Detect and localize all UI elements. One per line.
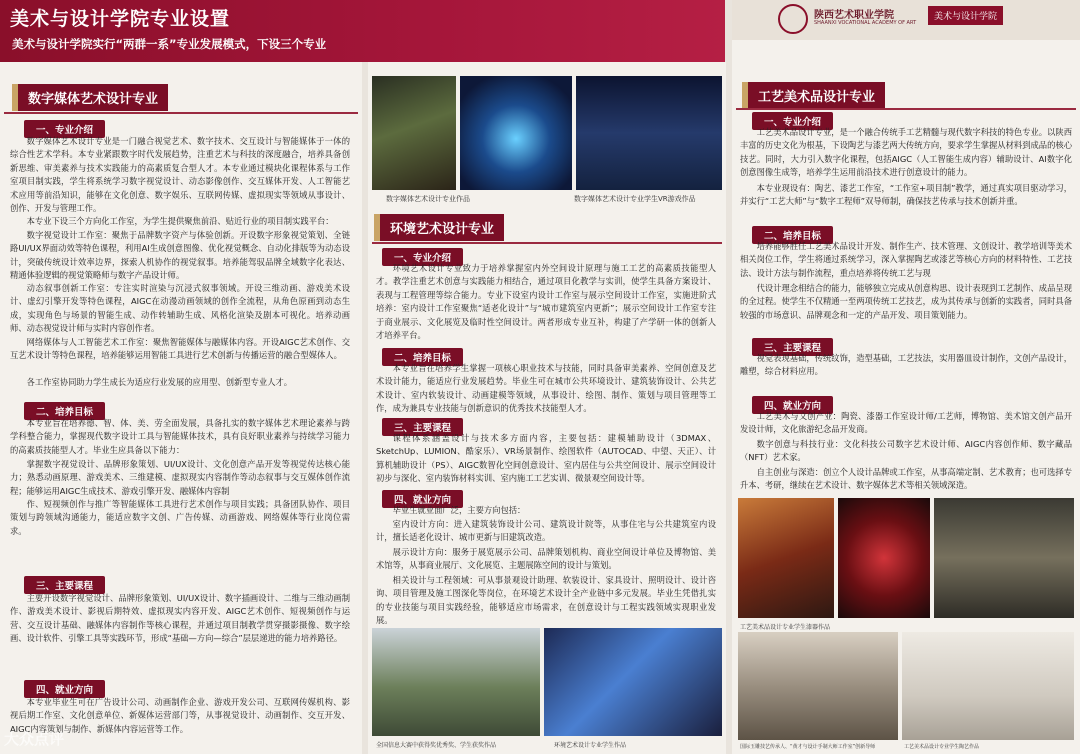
craft-course-text: 视觉表现基础，传统纹饰，造型基础，工艺技法，实用器皿设计制作，文创产品设计，雕塑，综合材料应用。 bbox=[740, 353, 1072, 377]
craft-intro-text: 工艺美术品设计专业，是一个融合传统手工艺精髓与现代数字科技的特色专业。以陕西丰富的历史文化为根基，下设陶艺与漆艺两大传统方向，要求学生掌握从材料到成品的核心技艺。同时，大力引入数字化课程，包括AIGC（人工智能生成内容）辅助设计、AI数字化创意图像生成等，培养学生运用前沿技术进行创意设计的能力。 bbox=[740, 127, 1072, 178]
env-job-text-1: 室内设计方向：进入建筑装饰设计公司、建筑设计院等，从事住宅与公共建筑室内设计，擅长适老化设计、城市更新与旧建筑改造。 bbox=[376, 519, 716, 543]
digital-job-text: 本专业毕业生可在广告设计公司、动画制作企业、游戏开发公司、互联网传媒机构、影视后期工作室、文化创意单位、新媒体运营部门等，从事视觉设计、动画制作、交互开发、AIGC内容策划与制作、新媒体内容运营等工作。 bbox=[10, 697, 350, 734]
artwork-image bbox=[460, 76, 572, 190]
env-intro-badge: 一、专业介绍 bbox=[382, 248, 463, 266]
column-digital bbox=[0, 62, 362, 754]
digital-workshop-1: 数字视觉设计工作室：聚焦于品牌数字资产与体验创新。开设数字形象视觉策划、全链路UI/UX界面动效等特色课程，利用AI生成创意图像、优化视觉概念、自动化排版等为动态设计，突破传统设计效率边界，探索人机协作的视觉叙事。培养能驾驭品牌全域数字化表达、精通体验逻辑的视觉策略师与数字产品设计师。 bbox=[10, 230, 350, 281]
craft-goal-text: 培养能够胜任工艺美术品设计开发、制作生产、技术管理、文创设计、教学培训等美术相关岗位工作，学生将通过系统学习，深入掌握陶艺或漆艺等核心方向的材料特性、工艺技法、设计方法与制作流程，重点培养将传统工艺与现 bbox=[740, 241, 1072, 278]
watermark: 大众点评 bbox=[4, 730, 65, 748]
school-logo-text: 陕西艺术职业学院 bbox=[814, 10, 894, 21]
page-header bbox=[0, 0, 725, 62]
env-job-intro: 毕业生就业面广泛，主要方向包括： bbox=[392, 505, 526, 515]
student-work-image bbox=[544, 628, 722, 736]
digital-goal-text-3: 作、短视频创作与推广等智能媒体工具进行艺术创作与项目实践；具备团队协作、项目策划与跨领域沟通能力，能适应数字文创、广告传媒、动画游戏、网络媒体等行业岗位需求。 bbox=[10, 499, 350, 536]
digital-intro-text-2: 本专业下设三个方向化工作室，为学生提供聚焦前沿、贴近行业的项目制实践平台： bbox=[26, 216, 334, 226]
divider bbox=[372, 242, 722, 244]
craft-job-badge: 四、就业方向 bbox=[752, 396, 833, 414]
env-course-text: 课程体系涵盖设计与技术多方面内容，主要包括：建模辅助设计（3DMAX、SketchUp、LUMION、酷家乐）、VR场景制作、绘图软件（AUTOCAD、中望、天正）、计算机辅助设计（PS）、AIGC数智化空间创意设计、室内居住与公共空间设计、展示空间设计初步与深化、室内装饰材料实训、室内施工工艺实训、微景观空间设计等。 bbox=[376, 433, 716, 484]
page-title: 美术与设计学院专业设置 bbox=[10, 8, 231, 30]
digital-intro-badge: 一、专业介绍 bbox=[24, 120, 105, 138]
image-caption: 工艺美术品设计专业学生漆器作品 bbox=[740, 624, 831, 631]
image-caption: 环境艺术设计专业学生作品 bbox=[554, 742, 627, 749]
lacquer-artwork-image bbox=[738, 498, 834, 618]
craft-job-text-3: 自主创业与深造：创立个人设计品牌或工作室，从事高端定制、艺术教育；也可选择专升本、考研，继续在艺术设计、数字媒体艺术等相关领域深造。 bbox=[740, 467, 1072, 491]
image-caption: 数字媒体艺术设计专业学生VR游戏作品 bbox=[574, 195, 696, 203]
digital-goal-text-2: 掌握数字视觉设计、品牌形象策划、UI/UX设计、文化创意产品开发等视觉传达核心能力；熟悉动画原理、游戏美术、三维建模、虚拟现实内容制作等动态叙事与交互媒体创作流程；能够运用AIGC生成技术、游戏引擎开发、融媒体内容制 bbox=[10, 459, 350, 496]
divider bbox=[4, 112, 358, 114]
image-caption: 国际玉雕技艺传承人、“黄才与设计手制大师工作室”创新导师 bbox=[740, 744, 876, 750]
digital-section-title: 数字媒体艺术设计专业 bbox=[12, 84, 168, 111]
env-job-badge: 四、就业方向 bbox=[382, 490, 463, 508]
image-caption: 工艺美术品设计专业学生陶艺作品 bbox=[904, 744, 980, 750]
school-logo-en: SHAANXI VOCATIONAL ACADEMY OF ART bbox=[814, 20, 917, 26]
college-logo: 美术与设计学院 bbox=[928, 6, 1003, 25]
digital-job-badge: 四、就业方向 bbox=[24, 680, 105, 698]
page-subtitle: 美术与设计学院实行“两群一系”专业发展模式，下设三个专业 bbox=[12, 37, 327, 51]
digital-goal-text: 本专业旨在培养德、智、体、美、劳全面发展，具备扎实的数字媒体艺术理论素养与跨学科整合能力，掌握现代数字设计工具与智能媒体技术，具有良好职业素养与持续学习能力的高素质技能型人才。毕业生应具备以下能力： bbox=[10, 418, 350, 455]
env-job-text-3: 相关设计与工程领域：可从事景观设计助理、软装设计、家具设计、照明设计、设计咨询、项目管理及施工图深化等岗位，在环境艺术设计全产业链中多元发展。毕业生凭借扎实的专业技能与项目实践经验，能够适应市场需求，在创意设计与工程实践领域实现职业发展。 bbox=[376, 575, 716, 626]
ceramic-artwork-image bbox=[902, 632, 1074, 740]
digital-intro-text: 数字媒体艺术设计专业是一门融合视觉艺术、数字技术、交互设计与智能媒体于一体的综合性艺术学科。本专业紧跟数字时代发展趋势，注重艺术与科技的深度融合，培养具备创新思维、审美素养与技术实践能力的高素质复合型人才。本专业通过模块化课程体系与工作室项目制实践，学生将系统学习数字视觉设计、动态影像创作、交互媒体开发、人工智能艺术应用等前沿知识，能够在文化创意、数字娱乐、互联网传媒、虚拟现实等领域从事设计、创作、开发与管理工作。 bbox=[10, 136, 350, 214]
env-course-badge: 三、主要课程 bbox=[382, 418, 463, 436]
artwork-image bbox=[372, 76, 456, 190]
env-intro-text: 环境艺术设计专业致力于培养掌握室内外空间设计原理与施工工艺的高素质技能型人才。教学注重艺术创意与实践能力相结合，通过项目化教学与实训，使学生具备方案设计、表现与工程管理等综合能力。专业下设室内设计工作室与展示空间设计工作室，实施进阶式培养：室内设计工作室聚焦“适老化设计”与“城市建筑室内更新”；展示空间设计工作室专注于商业展示、文化展览及临时性空间设计。两者形成专业互补，构建了产学研一体的创新人才培养平台。 bbox=[376, 263, 716, 341]
craft-job-text-2: 数字创意与科技行业：文化科技公司数字艺术设计师、AIGC内容创作师、数字藏品（NFT）艺术家。 bbox=[740, 439, 1072, 463]
craft-intro-text-2: 本专业现设有：陶艺、漆艺工作室，“工作室+项目制”教学，通过真实项目驱动学习，并实行“工艺大师”与“数字工程师”双导师制，确保技艺传承与技术创新并重。 bbox=[740, 183, 1072, 207]
env-goal-text: 本专业旨在培养学生掌握一项核心职业技术与技能，同时具备审美素养、空间创意及艺术设计能力，能适应行业发展趋势。毕业生可在城市公共环境设计、建筑装饰设计、公共艺术设计、室内软装设计、动画建模等领域，从事设计、绘图、制作、策划与项目管理等工作，成为兼具专业技能与创新意识的优秀技术技能型人才。 bbox=[376, 363, 716, 414]
craft-goal-badge: 二、培养目标 bbox=[752, 226, 833, 244]
divider bbox=[736, 108, 1076, 110]
craft-course-badge: 三、主要课程 bbox=[752, 338, 833, 356]
craft-section-title: 工艺美术品设计专业 bbox=[742, 82, 885, 109]
award-photo bbox=[372, 628, 540, 736]
mentor-photo bbox=[738, 632, 898, 740]
env-goal-badge: 二、培养目标 bbox=[382, 348, 463, 366]
vr-game-image bbox=[576, 76, 722, 190]
craft-job-text-1: 工艺美术与文创产业：陶瓷、漆器工作室设计师/工艺师，博物馆、美术馆文创产品开发设计师，文化旅游纪念品开发商。 bbox=[740, 411, 1072, 435]
image-caption: 全国信息大赛中获得奖优秀奖、学生获奖作品 bbox=[376, 742, 497, 749]
digital-workshop-3: 网络媒体与人工智能艺术工作室：聚焦智能媒体与融媒体内容。开设AIGC艺术创作、交互艺术设计等特色课程，培养能够运用智能工具进行艺术创新与传播运营的融合型媒体人。 bbox=[10, 337, 350, 361]
env-job-text-2: 展示设计方向：服务于展览展示公司、品牌策划机构、商业空间设计单位及博物馆、美术馆等，从事商业展厅、文化展览、主题展陈空间的设计与策划。 bbox=[376, 547, 716, 571]
craft-intro-badge: 一、专业介绍 bbox=[752, 112, 833, 130]
digital-course-badge: 三、主要课程 bbox=[24, 576, 105, 594]
digital-course-text: 主要开设数字视觉设计、品牌形象策划、UI/UX设计、数字插画设计、二维与三维动画制作、游戏美术设计、影视后期特效、虚拟现实内容开发、AIGC艺术创作、短视频创作与运营、交互设计基础、融媒体内容制作等核心课程，并通过项目制教学贯穿摄影摄像、数字绘画、设计软件、引擎工具等实践环节，形成“基础—方向—综合”层层递进的能力培养路径。 bbox=[10, 593, 350, 644]
school-seal-icon bbox=[778, 4, 808, 34]
craft-goal-text-2: 代设计理念相结合的能力，能够独立完成从创意构思、设计表现到工艺制作、成品呈现的全过程。使学生不仅精通一至两项传统工艺技艺，成为其传承与创新的实践者，同时具备较强的市场意识、品牌观念和一定的产品开发、项目策划能力。 bbox=[740, 283, 1072, 320]
digital-intro-text-3: 各工作室协同助力学生成长为适应行业发展的应用型、创新型专业人才。 bbox=[26, 377, 293, 387]
digital-workshop-2: 动态叙事创新工作室：专注实时渲染与沉浸式叙事领域。开设三维动画、游戏美术设计、虚幻引擎开发等特色课程，AIGC在动漫动画领域的创作全流程，从角色原画到动态生成，实现角色与场景的智能生成、动作转辅助生成、风格化渲染及剧本可视化。培养动画师、动态视觉设计师与实时内容创作者。 bbox=[10, 283, 350, 334]
column-env bbox=[368, 62, 726, 754]
lacquer-artwork-image bbox=[934, 498, 1074, 618]
lacquer-artwork-image bbox=[838, 498, 930, 618]
digital-goal-badge: 二、培养目标 bbox=[24, 402, 105, 420]
image-caption: 数字媒体艺术设计专业作品 bbox=[386, 195, 470, 203]
env-section-title: 环境艺术设计专业 bbox=[374, 214, 504, 241]
